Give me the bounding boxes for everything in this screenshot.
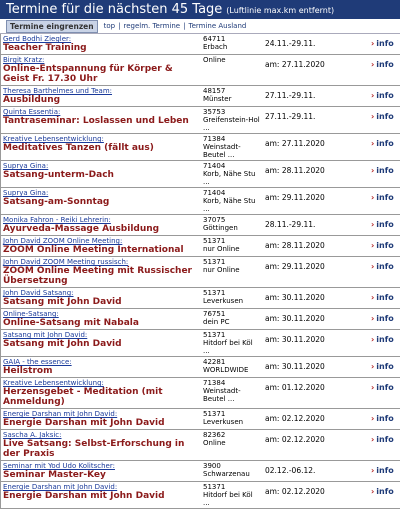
event-row bbox=[1, 257, 400, 288]
event-date: am: 02.12.2020 bbox=[265, 414, 325, 423]
event-organizer-link[interactable]: Seminar mit Yod Udo Kolitscher: bbox=[3, 462, 115, 470]
event-zip: 51371 bbox=[203, 331, 226, 339]
arrow-right-icon: › bbox=[371, 241, 375, 250]
event-title-link[interactable]: Energie Darshan mit John David bbox=[3, 418, 165, 428]
arrow-right-icon: › bbox=[371, 487, 375, 496]
event-city: Korb, Nähe Stu ... bbox=[203, 170, 256, 186]
event-info-link[interactable]: › info bbox=[371, 262, 394, 271]
event-date: 24.11.-29.11. bbox=[265, 39, 316, 48]
event-row bbox=[1, 107, 400, 134]
nav-link-regular-events[interactable]: regelm. Termine bbox=[123, 22, 181, 30]
event-date: am: 29.11.2020 bbox=[265, 193, 325, 202]
event-city: Münster bbox=[203, 95, 232, 103]
event-info-link[interactable]: › info bbox=[371, 166, 394, 175]
nav-bar: Termine eingrenzen top | regelm. Termine | Termine Ausland bbox=[0, 19, 400, 34]
nav-link-events-abroad[interactable]: Termine Ausland bbox=[188, 22, 247, 30]
event-date: am: 01.12.2020 bbox=[265, 383, 325, 392]
event-date: 27.11.-29.11. bbox=[265, 112, 316, 121]
event-organizer-link[interactable]: GAIA - the essence: bbox=[3, 358, 72, 366]
event-zip: 42281 bbox=[203, 358, 226, 366]
event-zip: 51371 bbox=[203, 483, 226, 491]
event-title-link[interactable]: Satsang-am-Sonntag bbox=[3, 197, 110, 207]
event-zip: 51371 bbox=[203, 410, 226, 418]
event-info-link[interactable]: › info bbox=[371, 60, 394, 69]
arrow-right-icon: › bbox=[371, 383, 375, 392]
event-info-link[interactable]: › info bbox=[371, 383, 394, 392]
event-row bbox=[1, 309, 400, 330]
event-title-link[interactable]: Teacher Training bbox=[3, 43, 87, 53]
arrow-right-icon: › bbox=[371, 466, 375, 475]
event-organizer-link[interactable]: Suprya Gina: bbox=[3, 189, 49, 197]
event-info-link[interactable]: › info bbox=[371, 362, 394, 371]
event-city: Weinstadt-Beutel ... bbox=[203, 387, 241, 403]
event-row bbox=[1, 461, 400, 482]
event-info-link[interactable]: › info bbox=[371, 112, 394, 121]
arrow-right-icon: › bbox=[371, 166, 375, 175]
event-title-link[interactable]: Ayurveda-Massage Ausbildung bbox=[3, 224, 160, 234]
event-city: Greifenstein-Hol ... bbox=[203, 116, 260, 132]
event-info-link[interactable]: › info bbox=[371, 466, 394, 475]
event-title-link[interactable]: Seminar Master-Key bbox=[3, 470, 106, 480]
arrow-right-icon: › bbox=[371, 139, 375, 148]
event-organizer-link[interactable]: Sascha A. Jaksic: bbox=[3, 431, 62, 439]
event-row bbox=[1, 215, 400, 236]
event-city: Weinstadt-Beutel ... bbox=[203, 143, 241, 159]
event-city: Hitdorf bei Köl ... bbox=[203, 491, 253, 507]
event-city: Hitdorf bei Köl ... bbox=[203, 339, 253, 355]
nav-link-top[interactable]: top bbox=[103, 22, 116, 30]
event-info-link[interactable]: › info bbox=[371, 220, 394, 229]
event-info-link[interactable]: › info bbox=[371, 241, 394, 250]
event-date: am: 02.12.2020 bbox=[265, 435, 325, 444]
event-info-link[interactable]: › info bbox=[371, 293, 394, 302]
event-city: Leverkusen bbox=[203, 418, 244, 426]
event-info-link[interactable]: › info bbox=[371, 487, 394, 496]
event-organizer-link[interactable]: Quinta Essentia: bbox=[3, 108, 61, 116]
filter-dates-button[interactable]: Termine eingrenzen bbox=[6, 20, 98, 33]
event-info-link[interactable]: › info bbox=[371, 139, 394, 148]
event-organizer-link[interactable]: Theresa Barthelmes und Team: bbox=[3, 87, 113, 95]
event-title-link[interactable]: Satsang-unterm-Dach bbox=[3, 170, 114, 180]
event-title-link[interactable]: Tantraseminar: Loslassen und Leben bbox=[3, 116, 189, 126]
event-row bbox=[1, 86, 400, 107]
event-organizer-link[interactable]: John David ZOOM Online Meeting: bbox=[3, 237, 123, 245]
event-date: am: 27.11.2020 bbox=[265, 60, 325, 69]
event-info-link[interactable]: › info bbox=[371, 414, 394, 423]
event-date: am: 30.11.2020 bbox=[265, 293, 325, 302]
event-city: Online bbox=[203, 439, 226, 447]
event-date: am: 28.11.2020 bbox=[265, 241, 325, 250]
event-row bbox=[1, 188, 400, 215]
page-subtitle: (Luftlinie max.km entfernt) bbox=[226, 6, 335, 15]
event-city: Schwarzenau bbox=[203, 470, 250, 478]
arrow-right-icon: › bbox=[371, 91, 375, 100]
event-organizer-link[interactable]: Energie Darshan mit John David: bbox=[3, 483, 118, 491]
arrow-right-icon: › bbox=[371, 60, 375, 69]
event-date: am: 30.11.2020 bbox=[265, 362, 325, 371]
event-title-link[interactable]: Herzensgebet - Meditation (mit Anmeldung) bbox=[3, 387, 163, 407]
event-zip: 71404 bbox=[203, 162, 226, 170]
event-city: Online bbox=[203, 56, 226, 64]
event-title-link[interactable]: Meditatives Tanzen (fällt aus) bbox=[3, 143, 154, 153]
event-zip: 37075 bbox=[203, 216, 226, 224]
event-date: am: 30.11.2020 bbox=[265, 314, 325, 323]
arrow-right-icon: › bbox=[371, 39, 375, 48]
event-organizer-link[interactable]: Birgit Kratz: bbox=[3, 56, 45, 64]
event-city: Erbach bbox=[203, 43, 228, 51]
event-organizer-link[interactable]: John David Satsang: bbox=[3, 289, 74, 297]
event-organizer-link[interactable]: Energie Darshan mit John David: bbox=[3, 410, 118, 418]
event-info-link[interactable]: › info bbox=[371, 39, 394, 48]
event-title-link[interactable]: Live Satsang: Selbst-Erforschung in der Praxis bbox=[3, 439, 185, 459]
event-zip: 82362 bbox=[203, 431, 226, 439]
arrow-right-icon: › bbox=[371, 193, 375, 202]
event-city: WORLDWIDE bbox=[203, 366, 249, 374]
event-row bbox=[1, 430, 400, 461]
arrow-right-icon: › bbox=[371, 335, 375, 344]
event-date: 28.11.-29.11. bbox=[265, 220, 316, 229]
arrow-right-icon: › bbox=[371, 435, 375, 444]
event-info-link[interactable]: › info bbox=[371, 91, 394, 100]
event-zip: 35753 bbox=[203, 108, 226, 116]
event-info-link[interactable]: › info bbox=[371, 193, 394, 202]
event-city: nur Online bbox=[203, 245, 240, 253]
event-title-link[interactable]: Ausbildung bbox=[3, 95, 61, 105]
event-city: dein PC bbox=[203, 318, 230, 326]
event-title-link[interactable]: Heilstrom bbox=[3, 366, 53, 376]
event-city: nur Online bbox=[203, 266, 240, 274]
event-organizer-link[interactable]: Gerd Bodhi Ziegler: bbox=[3, 35, 72, 43]
event-row bbox=[1, 330, 400, 357]
events-table bbox=[0, 34, 400, 509]
event-title-link[interactable]: Satsang mit John David bbox=[3, 339, 122, 349]
event-title-link[interactable]: Satsang mit John David bbox=[3, 297, 122, 307]
event-zip: 76751 bbox=[203, 310, 226, 318]
event-date: am: 30.11.2020 bbox=[265, 335, 325, 344]
event-zip: 48157 bbox=[203, 87, 226, 95]
event-info-link[interactable]: › info bbox=[371, 435, 394, 444]
event-organizer-link[interactable]: Suprya Gina: bbox=[3, 162, 49, 170]
event-zip: 71384 bbox=[203, 135, 226, 143]
event-date: 27.11.-29.11. bbox=[265, 91, 316, 100]
event-zip: 51371 bbox=[203, 289, 226, 297]
event-date: am: 29.11.2020 bbox=[265, 262, 325, 271]
event-title-link[interactable]: Energie Darshan mit John David bbox=[3, 491, 165, 501]
event-organizer-link[interactable]: Satsang mit John David: bbox=[3, 331, 88, 339]
event-title-link[interactable]: Online-Entspannung für Körper & Geist Fr. 17.30 Uhr bbox=[3, 64, 173, 84]
event-row bbox=[1, 134, 400, 161]
event-row bbox=[1, 409, 400, 430]
event-row bbox=[1, 161, 400, 188]
event-zip: 51371 bbox=[203, 237, 226, 245]
event-date: am: 02.12.2020 bbox=[265, 487, 325, 496]
event-date: am: 27.11.2020 bbox=[265, 139, 325, 148]
event-date: am: 28.11.2020 bbox=[265, 166, 325, 175]
arrow-right-icon: › bbox=[371, 314, 375, 323]
event-organizer-link[interactable]: Online-Satsang: bbox=[3, 310, 59, 318]
event-organizer-link[interactable]: Kreative Lebensentwicklung: bbox=[3, 135, 104, 143]
event-date: 02.12.-06.12. bbox=[265, 466, 316, 475]
event-organizer-link[interactable]: Kreative Lebensentwicklung: bbox=[3, 379, 104, 387]
arrow-right-icon: › bbox=[371, 414, 375, 423]
event-city: Göttingen bbox=[203, 224, 238, 232]
page-title: Termine für die nächsten 45 Tage bbox=[6, 2, 223, 17]
event-info-link[interactable]: › info bbox=[371, 335, 394, 344]
event-zip: 64711 bbox=[203, 35, 226, 43]
arrow-right-icon: › bbox=[371, 112, 375, 121]
event-city: Korb, Nähe Stu ... bbox=[203, 197, 256, 213]
event-zip: 3900 bbox=[203, 462, 221, 470]
event-row bbox=[1, 482, 400, 509]
arrow-right-icon: › bbox=[371, 293, 375, 302]
event-row bbox=[1, 34, 400, 55]
event-row bbox=[1, 288, 400, 309]
event-title-link[interactable]: Online-Satsang mit Nabala bbox=[3, 318, 139, 328]
event-row bbox=[1, 236, 400, 257]
arrow-right-icon: › bbox=[371, 220, 375, 229]
event-zip: 51371 bbox=[203, 258, 226, 266]
event-city: Leverkusen bbox=[203, 297, 244, 305]
event-row bbox=[1, 357, 400, 378]
event-organizer-link[interactable]: John David ZOOM Meeting russisch: bbox=[3, 258, 129, 266]
event-zip: 71384 bbox=[203, 379, 226, 387]
event-zip: 71404 bbox=[203, 189, 226, 197]
arrow-right-icon: › bbox=[371, 362, 375, 371]
arrow-right-icon: › bbox=[371, 262, 375, 271]
page-header bbox=[0, 0, 400, 19]
event-title-link[interactable]: ZOOM Online Meeting International bbox=[3, 245, 184, 255]
event-organizer-link[interactable]: Monika Fahron - Reiki Lehrerin: bbox=[3, 216, 111, 224]
event-title-link[interactable]: ZOOM Online Meeting mit Russischer Übersetzung bbox=[3, 266, 192, 286]
event-row bbox=[1, 378, 400, 409]
event-info-link[interactable]: › info bbox=[371, 314, 394, 323]
event-row bbox=[1, 55, 400, 86]
